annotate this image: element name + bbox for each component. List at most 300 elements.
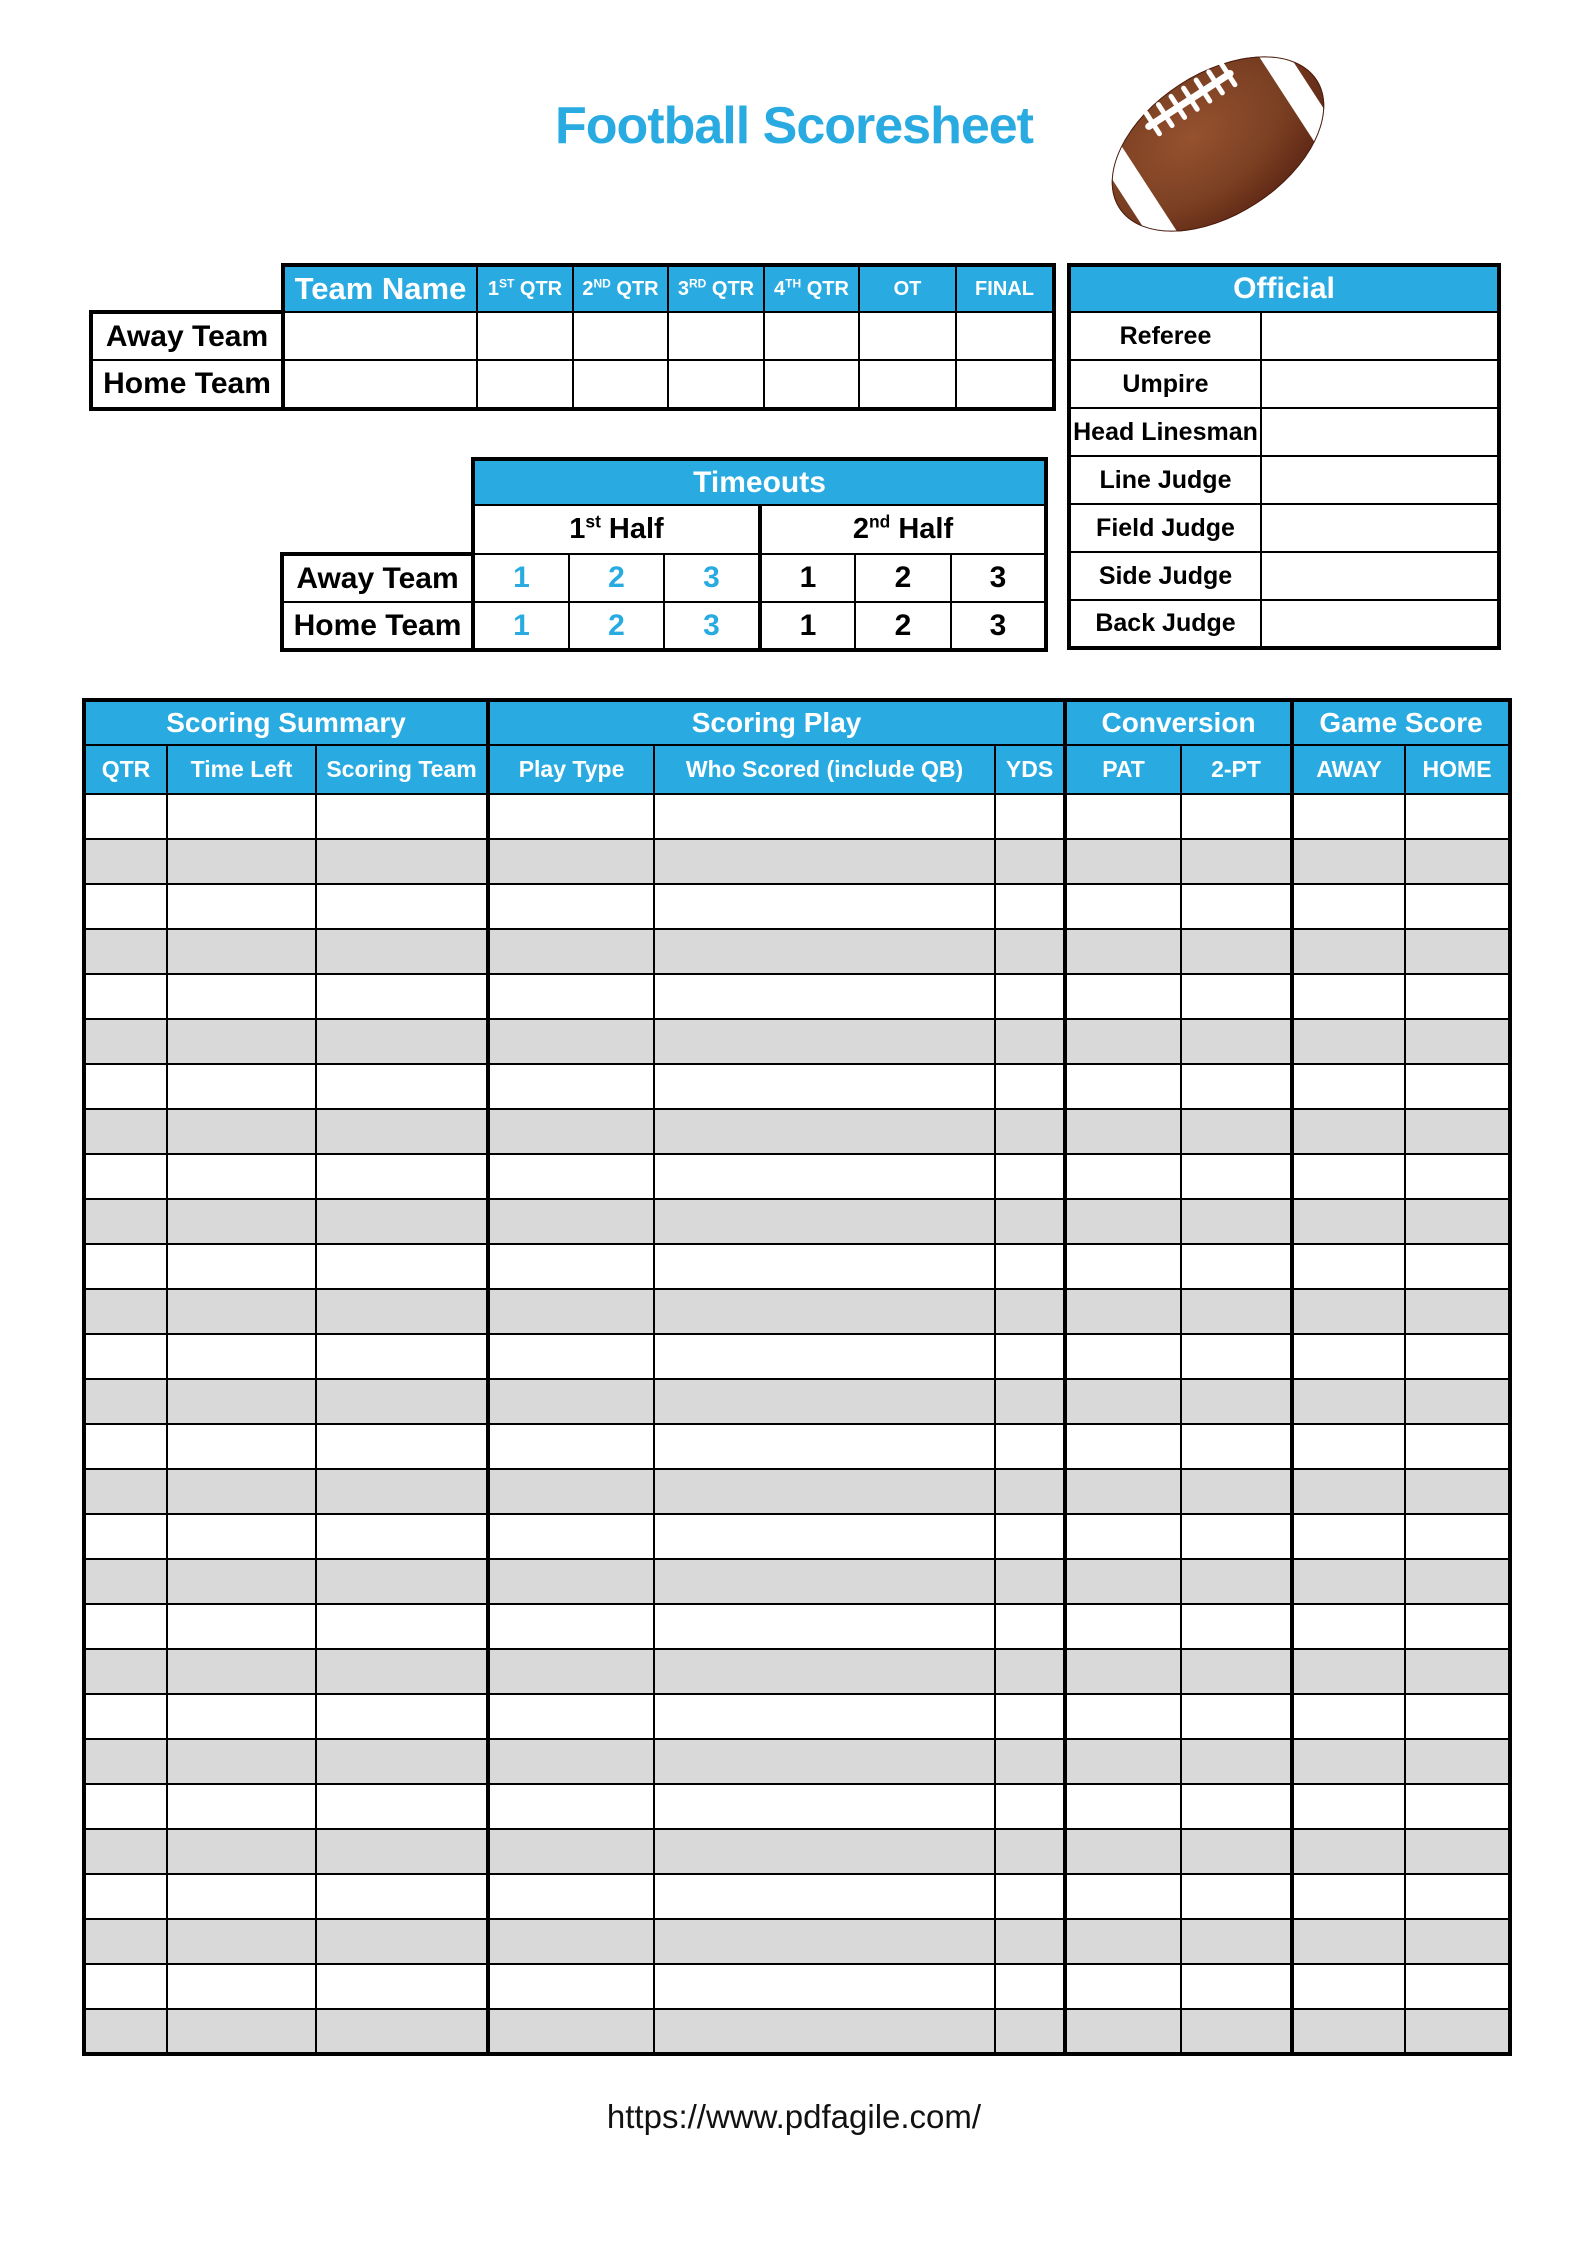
scoring-cell[interactable] (1292, 884, 1405, 929)
scoring-cell[interactable] (1405, 1379, 1510, 1424)
timeout-cell[interactable]: 2 (855, 602, 951, 650)
team-score-cell[interactable] (573, 312, 668, 360)
scoring-cell[interactable] (995, 1874, 1065, 1919)
scoring-cell[interactable] (84, 1334, 167, 1379)
scoring-cell[interactable] (1292, 2009, 1405, 2054)
scoring-cell[interactable] (995, 1244, 1065, 1289)
scoring-cell[interactable] (1292, 1559, 1405, 1604)
scoring-cell[interactable] (1065, 2009, 1181, 2054)
scoring-cell[interactable] (84, 1874, 167, 1919)
scoring-cell[interactable] (1292, 1334, 1405, 1379)
scoring-cell[interactable] (1181, 1514, 1292, 1559)
scoring-cell[interactable] (1292, 1109, 1405, 1154)
scoring-cell[interactable] (1065, 1784, 1181, 1829)
timeout-cell[interactable]: 1 (760, 554, 855, 602)
scoring-cell[interactable] (1292, 794, 1405, 839)
scoring-cell[interactable] (488, 1559, 654, 1604)
team-score-cell[interactable] (283, 360, 477, 409)
team-score-cell[interactable] (668, 360, 764, 409)
scoring-cell[interactable] (1405, 1424, 1510, 1469)
official-name-cell[interactable] (1261, 360, 1499, 408)
scoring-cell[interactable] (995, 1964, 1065, 2009)
scoring-cell[interactable] (1405, 1604, 1510, 1649)
scoring-cell[interactable] (84, 1919, 167, 1964)
scoring-cell[interactable] (488, 1334, 654, 1379)
scoring-cell[interactable] (316, 1289, 488, 1334)
scoring-cell[interactable] (1065, 1019, 1181, 1064)
scoring-cell[interactable] (654, 1784, 995, 1829)
scoring-cell[interactable] (84, 1694, 167, 1739)
scoring-cell[interactable] (84, 839, 167, 884)
scoring-cell[interactable] (316, 1424, 488, 1469)
scoring-cell[interactable] (1065, 1874, 1181, 1919)
scoring-cell[interactable] (488, 1064, 654, 1109)
scoring-cell[interactable] (995, 1649, 1065, 1694)
scoring-cell[interactable] (995, 1154, 1065, 1199)
scoring-cell[interactable] (995, 929, 1065, 974)
team-score-cell[interactable] (477, 312, 573, 360)
scoring-cell[interactable] (654, 929, 995, 974)
scoring-cell[interactable] (1181, 1334, 1292, 1379)
official-name-cell[interactable] (1261, 408, 1499, 456)
scoring-cell[interactable] (995, 839, 1065, 884)
scoring-cell[interactable] (488, 929, 654, 974)
scoring-cell[interactable] (316, 1649, 488, 1694)
scoring-cell[interactable] (167, 1109, 316, 1154)
scoring-cell[interactable] (316, 2009, 488, 2054)
scoring-cell[interactable] (84, 1559, 167, 1604)
scoring-cell[interactable] (1065, 1469, 1181, 1514)
scoring-cell[interactable] (316, 1199, 488, 1244)
timeout-cell[interactable]: 2 (855, 554, 951, 602)
scoring-cell[interactable] (1065, 1109, 1181, 1154)
scoring-cell[interactable] (84, 2009, 167, 2054)
scoring-cell[interactable] (1292, 1964, 1405, 2009)
scoring-cell[interactable] (1405, 1154, 1510, 1199)
scoring-cell[interactable] (995, 1064, 1065, 1109)
timeout-cell[interactable]: 1 (760, 602, 855, 650)
scoring-cell[interactable] (1292, 1784, 1405, 1829)
scoring-cell[interactable] (488, 974, 654, 1019)
scoring-cell[interactable] (654, 1829, 995, 1874)
scoring-cell[interactable] (1292, 974, 1405, 1019)
scoring-cell[interactable] (995, 1469, 1065, 1514)
scoring-cell[interactable] (654, 1604, 995, 1649)
scoring-cell[interactable] (167, 1604, 316, 1649)
scoring-cell[interactable] (1181, 974, 1292, 1019)
scoring-cell[interactable] (654, 1649, 995, 1694)
scoring-cell[interactable] (995, 1199, 1065, 1244)
scoring-cell[interactable] (654, 1064, 995, 1109)
timeout-cell[interactable]: 1 (473, 554, 569, 602)
scoring-cell[interactable] (167, 1739, 316, 1784)
scoring-cell[interactable] (167, 1379, 316, 1424)
scoring-cell[interactable] (654, 1559, 995, 1604)
scoring-cell[interactable] (316, 1514, 488, 1559)
scoring-cell[interactable] (1405, 1334, 1510, 1379)
scoring-cell[interactable] (995, 1739, 1065, 1784)
scoring-cell[interactable] (316, 1154, 488, 1199)
scoring-cell[interactable] (1292, 1199, 1405, 1244)
scoring-cell[interactable] (1065, 1604, 1181, 1649)
scoring-cell[interactable] (1181, 1604, 1292, 1649)
scoring-cell[interactable] (1065, 794, 1181, 839)
scoring-cell[interactable] (654, 1109, 995, 1154)
team-score-cell[interactable] (956, 360, 1054, 409)
scoring-cell[interactable] (1292, 1919, 1405, 1964)
scoring-cell[interactable] (1292, 929, 1405, 974)
scoring-cell[interactable] (167, 839, 316, 884)
scoring-cell[interactable] (1405, 1199, 1510, 1244)
scoring-cell[interactable] (488, 1964, 654, 2009)
scoring-cell[interactable] (316, 1694, 488, 1739)
scoring-cell[interactable] (1292, 1739, 1405, 1784)
scoring-cell[interactable] (316, 1019, 488, 1064)
scoring-cell[interactable] (1065, 884, 1181, 929)
scoring-cell[interactable] (1181, 1784, 1292, 1829)
scoring-cell[interactable] (316, 884, 488, 929)
scoring-cell[interactable] (167, 1514, 316, 1559)
scoring-cell[interactable] (1405, 1919, 1510, 1964)
scoring-cell[interactable] (316, 1334, 488, 1379)
scoring-cell[interactable] (1405, 1064, 1510, 1109)
scoring-cell[interactable] (84, 1739, 167, 1784)
scoring-cell[interactable] (1181, 1064, 1292, 1109)
scoring-cell[interactable] (84, 1154, 167, 1199)
scoring-cell[interactable] (167, 1424, 316, 1469)
scoring-cell[interactable] (1065, 1964, 1181, 2009)
scoring-cell[interactable] (1065, 1919, 1181, 1964)
scoring-cell[interactable] (995, 1604, 1065, 1649)
team-score-cell[interactable] (573, 360, 668, 409)
team-score-cell[interactable] (764, 360, 859, 409)
scoring-cell[interactable] (654, 1244, 995, 1289)
scoring-cell[interactable] (488, 1424, 654, 1469)
official-name-cell[interactable] (1261, 504, 1499, 552)
scoring-cell[interactable] (1181, 1649, 1292, 1694)
scoring-cell[interactable] (84, 1379, 167, 1424)
scoring-cell[interactable] (1181, 1199, 1292, 1244)
scoring-cell[interactable] (995, 1019, 1065, 1064)
scoring-cell[interactable] (1181, 2009, 1292, 2054)
scoring-cell[interactable] (1181, 1739, 1292, 1784)
scoring-cell[interactable] (488, 1379, 654, 1424)
scoring-cell[interactable] (654, 1919, 995, 1964)
scoring-cell[interactable] (167, 1154, 316, 1199)
scoring-cell[interactable] (1181, 1289, 1292, 1334)
scoring-cell[interactable] (167, 1649, 316, 1694)
timeout-cell[interactable]: 3 (664, 602, 760, 650)
team-score-cell[interactable] (859, 312, 956, 360)
scoring-cell[interactable] (488, 1919, 654, 1964)
scoring-cell[interactable] (488, 1694, 654, 1739)
scoring-cell[interactable] (995, 1694, 1065, 1739)
scoring-cell[interactable] (84, 1469, 167, 1514)
scoring-cell[interactable] (316, 1784, 488, 1829)
scoring-cell[interactable] (1292, 1154, 1405, 1199)
scoring-cell[interactable] (316, 1919, 488, 1964)
scoring-cell[interactable] (995, 1109, 1065, 1154)
scoring-cell[interactable] (995, 1379, 1065, 1424)
scoring-cell[interactable] (1292, 1244, 1405, 1289)
official-name-cell[interactable] (1261, 552, 1499, 600)
scoring-cell[interactable] (1065, 929, 1181, 974)
scoring-cell[interactable] (488, 1649, 654, 1694)
scoring-cell[interactable] (1405, 1964, 1510, 2009)
scoring-cell[interactable] (1065, 974, 1181, 1019)
scoring-cell[interactable] (1181, 884, 1292, 929)
scoring-cell[interactable] (995, 1424, 1065, 1469)
scoring-cell[interactable] (1292, 1514, 1405, 1559)
scoring-cell[interactable] (488, 839, 654, 884)
scoring-cell[interactable] (488, 1019, 654, 1064)
scoring-cell[interactable] (167, 2009, 316, 2054)
scoring-cell[interactable] (488, 794, 654, 839)
scoring-cell[interactable] (84, 1829, 167, 1874)
scoring-cell[interactable] (1405, 1109, 1510, 1154)
scoring-cell[interactable] (167, 1019, 316, 1064)
scoring-cell[interactable] (1181, 1244, 1292, 1289)
timeout-cell[interactable]: 3 (664, 554, 760, 602)
scoring-cell[interactable] (1292, 1874, 1405, 1919)
scoring-cell[interactable] (167, 929, 316, 974)
scoring-cell[interactable] (488, 1739, 654, 1784)
scoring-cell[interactable] (1292, 839, 1405, 884)
scoring-cell[interactable] (84, 1424, 167, 1469)
scoring-cell[interactable] (1181, 1559, 1292, 1604)
scoring-cell[interactable] (1405, 1019, 1510, 1064)
scoring-cell[interactable] (316, 794, 488, 839)
scoring-cell[interactable] (167, 1469, 316, 1514)
scoring-cell[interactable] (1405, 1514, 1510, 1559)
scoring-cell[interactable] (995, 1334, 1065, 1379)
scoring-cell[interactable] (1181, 794, 1292, 839)
scoring-cell[interactable] (1181, 1019, 1292, 1064)
scoring-cell[interactable] (1181, 839, 1292, 884)
scoring-cell[interactable] (84, 1244, 167, 1289)
scoring-cell[interactable] (1292, 1829, 1405, 1874)
scoring-cell[interactable] (654, 2009, 995, 2054)
scoring-cell[interactable] (316, 1559, 488, 1604)
timeout-cell[interactable]: 1 (473, 602, 569, 650)
scoring-cell[interactable] (1292, 1469, 1405, 1514)
scoring-cell[interactable] (1405, 1289, 1510, 1334)
scoring-cell[interactable] (167, 974, 316, 1019)
timeout-cell[interactable]: 3 (951, 554, 1046, 602)
scoring-cell[interactable] (84, 1109, 167, 1154)
scoring-cell[interactable] (1405, 1649, 1510, 1694)
scoring-cell[interactable] (488, 1244, 654, 1289)
scoring-cell[interactable] (488, 1199, 654, 1244)
scoring-cell[interactable] (316, 839, 488, 884)
scoring-cell[interactable] (84, 1964, 167, 2009)
scoring-cell[interactable] (316, 974, 488, 1019)
scoring-cell[interactable] (1065, 1559, 1181, 1604)
scoring-cell[interactable] (1065, 1694, 1181, 1739)
timeout-cell[interactable]: 2 (569, 554, 664, 602)
scoring-cell[interactable] (1292, 1289, 1405, 1334)
official-name-cell[interactable] (1261, 456, 1499, 504)
scoring-cell[interactable] (995, 1829, 1065, 1874)
scoring-cell[interactable] (1065, 1064, 1181, 1109)
scoring-cell[interactable] (1405, 929, 1510, 974)
scoring-cell[interactable] (1181, 929, 1292, 974)
scoring-cell[interactable] (1065, 839, 1181, 884)
scoring-cell[interactable] (1292, 1649, 1405, 1694)
scoring-cell[interactable] (316, 1739, 488, 1784)
team-score-cell[interactable] (956, 312, 1054, 360)
scoring-cell[interactable] (654, 1514, 995, 1559)
scoring-cell[interactable] (1405, 1784, 1510, 1829)
scoring-cell[interactable] (654, 1154, 995, 1199)
scoring-cell[interactable] (488, 1829, 654, 1874)
scoring-cell[interactable] (1065, 1334, 1181, 1379)
scoring-cell[interactable] (1181, 1424, 1292, 1469)
scoring-cell[interactable] (488, 1109, 654, 1154)
team-score-cell[interactable] (668, 312, 764, 360)
scoring-cell[interactable] (1065, 1424, 1181, 1469)
scoring-cell[interactable] (1405, 1874, 1510, 1919)
scoring-cell[interactable] (84, 884, 167, 929)
scoring-cell[interactable] (654, 1424, 995, 1469)
scoring-cell[interactable] (1181, 1964, 1292, 2009)
timeout-cell[interactable]: 3 (951, 602, 1046, 650)
scoring-cell[interactable] (488, 2009, 654, 2054)
scoring-cell[interactable] (84, 794, 167, 839)
scoring-cell[interactable] (84, 974, 167, 1019)
scoring-cell[interactable] (316, 1874, 488, 1919)
footer-url[interactable]: https://www.pdfagile.com/ (606, 2098, 982, 2135)
scoring-cell[interactable] (488, 1604, 654, 1649)
scoring-cell[interactable] (488, 1514, 654, 1559)
scoring-cell[interactable] (84, 1649, 167, 1694)
scoring-cell[interactable] (167, 1199, 316, 1244)
scoring-cell[interactable] (1405, 1469, 1510, 1514)
scoring-cell[interactable] (488, 884, 654, 929)
scoring-cell[interactable] (654, 1019, 995, 1064)
scoring-cell[interactable] (84, 929, 167, 974)
scoring-cell[interactable] (1065, 1829, 1181, 1874)
scoring-cell[interactable] (167, 1694, 316, 1739)
scoring-cell[interactable] (1405, 2009, 1510, 2054)
scoring-cell[interactable] (995, 1559, 1065, 1604)
scoring-cell[interactable] (654, 1874, 995, 1919)
scoring-cell[interactable] (1292, 1379, 1405, 1424)
scoring-cell[interactable] (167, 1964, 316, 2009)
scoring-cell[interactable] (488, 1289, 654, 1334)
scoring-cell[interactable] (316, 1604, 488, 1649)
scoring-cell[interactable] (316, 929, 488, 974)
scoring-cell[interactable] (1065, 1379, 1181, 1424)
scoring-cell[interactable] (316, 1469, 488, 1514)
scoring-cell[interactable] (1292, 1604, 1405, 1649)
scoring-cell[interactable] (995, 884, 1065, 929)
scoring-cell[interactable] (1405, 1244, 1510, 1289)
scoring-cell[interactable] (1292, 1064, 1405, 1109)
scoring-cell[interactable] (1065, 1244, 1181, 1289)
scoring-cell[interactable] (1065, 1649, 1181, 1694)
scoring-cell[interactable] (1405, 974, 1510, 1019)
scoring-cell[interactable] (1405, 1829, 1510, 1874)
scoring-cell[interactable] (84, 1019, 167, 1064)
scoring-cell[interactable] (316, 1829, 488, 1874)
scoring-cell[interactable] (654, 794, 995, 839)
scoring-cell[interactable] (1181, 1874, 1292, 1919)
timeout-cell[interactable]: 2 (569, 602, 664, 650)
scoring-cell[interactable] (167, 1244, 316, 1289)
scoring-cell[interactable] (167, 1064, 316, 1109)
team-score-cell[interactable] (859, 360, 956, 409)
scoring-cell[interactable] (654, 1469, 995, 1514)
scoring-cell[interactable] (316, 1964, 488, 2009)
scoring-cell[interactable] (995, 794, 1065, 839)
scoring-cell[interactable] (167, 794, 316, 839)
scoring-cell[interactable] (1292, 1424, 1405, 1469)
scoring-cell[interactable] (654, 1199, 995, 1244)
official-name-cell[interactable] (1261, 600, 1499, 648)
scoring-cell[interactable] (654, 1964, 995, 2009)
scoring-cell[interactable] (167, 1559, 316, 1604)
scoring-cell[interactable] (1181, 1154, 1292, 1199)
scoring-cell[interactable] (1181, 1919, 1292, 1964)
scoring-cell[interactable] (1065, 1199, 1181, 1244)
scoring-cell[interactable] (1065, 1739, 1181, 1784)
scoring-cell[interactable] (654, 839, 995, 884)
scoring-cell[interactable] (488, 1874, 654, 1919)
scoring-cell[interactable] (654, 1694, 995, 1739)
scoring-cell[interactable] (1292, 1694, 1405, 1739)
scoring-cell[interactable] (654, 1289, 995, 1334)
scoring-cell[interactable] (84, 1064, 167, 1109)
scoring-cell[interactable] (167, 1784, 316, 1829)
scoring-cell[interactable] (1181, 1829, 1292, 1874)
scoring-cell[interactable] (316, 1109, 488, 1154)
scoring-cell[interactable] (84, 1199, 167, 1244)
scoring-cell[interactable] (488, 1154, 654, 1199)
scoring-cell[interactable] (1405, 794, 1510, 839)
scoring-cell[interactable] (84, 1289, 167, 1334)
scoring-cell[interactable] (167, 1829, 316, 1874)
scoring-cell[interactable] (316, 1064, 488, 1109)
scoring-cell[interactable] (1181, 1694, 1292, 1739)
scoring-cell[interactable] (167, 1874, 316, 1919)
scoring-cell[interactable] (995, 974, 1065, 1019)
scoring-cell[interactable] (995, 1514, 1065, 1559)
scoring-cell[interactable] (316, 1379, 488, 1424)
scoring-cell[interactable] (1065, 1514, 1181, 1559)
scoring-cell[interactable] (488, 1784, 654, 1829)
scoring-cell[interactable] (995, 1784, 1065, 1829)
scoring-cell[interactable] (1292, 1019, 1405, 1064)
scoring-cell[interactable] (84, 1514, 167, 1559)
scoring-cell[interactable] (316, 1244, 488, 1289)
scoring-cell[interactable] (654, 1379, 995, 1424)
scoring-cell[interactable] (1405, 1739, 1510, 1784)
scoring-cell[interactable] (1065, 1289, 1181, 1334)
team-score-cell[interactable] (283, 312, 477, 360)
scoring-cell[interactable] (654, 884, 995, 929)
scoring-cell[interactable] (488, 1469, 654, 1514)
scoring-cell[interactable] (1405, 1559, 1510, 1604)
scoring-cell[interactable] (1181, 1379, 1292, 1424)
scoring-cell[interactable] (167, 1919, 316, 1964)
scoring-cell[interactable] (167, 884, 316, 929)
scoring-cell[interactable] (995, 1289, 1065, 1334)
official-name-cell[interactable] (1261, 312, 1499, 360)
scoring-cell[interactable] (654, 974, 995, 1019)
scoring-cell[interactable] (1181, 1469, 1292, 1514)
scoring-cell[interactable] (1405, 884, 1510, 929)
